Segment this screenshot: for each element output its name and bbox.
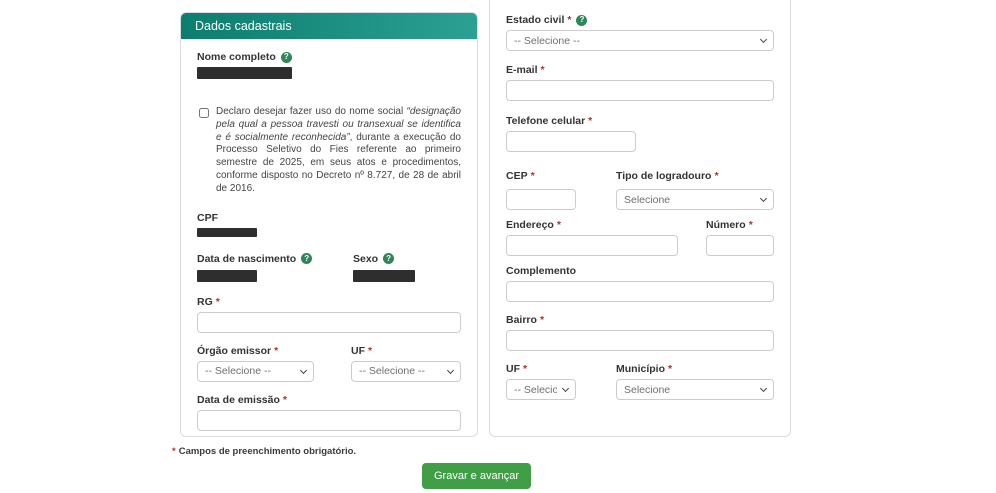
tipo-logradouro-select[interactable]	[616, 189, 774, 210]
sexo-redacted-value	[353, 270, 415, 282]
telefone-input[interactable]	[506, 131, 636, 152]
sexo-label: Sexo ?	[353, 253, 461, 265]
data-emissao-input[interactable]	[197, 410, 461, 431]
uf-endereco-select[interactable]	[506, 379, 576, 400]
data-nascimento-redacted-value	[197, 270, 257, 282]
cep-input[interactable]	[506, 189, 576, 210]
orgao-emissor-label: Órgão emissor *	[197, 344, 279, 357]
nome-social-checkbox[interactable]	[199, 108, 209, 118]
dados-cadastrais-card	[180, 12, 478, 437]
nome-social-declaration-text: Declaro desejar fazer uso do nome social “designação pela qual a pessoa travesti ou transexual se identifica e é socialmente reconhecida”, durante a execução do Processo Seletivo do Fies referente ao primeiro semestre de 2025, em seus atos e procedimentos, conforme disposto no Decreto nº 8.727, de 28 de abril de 2016.	[216, 106, 461, 194]
complemento-label: Complemento	[506, 265, 577, 277]
endereco-contato-card	[489, 0, 791, 437]
orgao-emissor-select[interactable]	[197, 361, 314, 382]
card-title: Dados cadastrais	[181, 13, 477, 39]
bairro-input[interactable]	[506, 330, 774, 351]
save-and-continue-button[interactable]: Gravar e avançar	[422, 463, 531, 489]
tipo-logradouro-label: Tipo de logradouro *	[616, 170, 719, 182]
required-fields-note: * Campos de preenchimento obrigatório.	[172, 446, 357, 457]
rg-label: RG *	[197, 295, 220, 308]
uf-emissor-label: UF *	[351, 344, 373, 357]
email-input[interactable]	[506, 80, 774, 101]
municipio-label: Município *	[616, 363, 673, 375]
estado-civil-select[interactable]	[506, 30, 774, 51]
municipio-select[interactable]	[616, 379, 774, 400]
help-icon[interactable]: ?	[576, 15, 587, 26]
nome-social-checkbox-row	[197, 106, 461, 196]
help-icon[interactable]: ?	[281, 52, 292, 63]
estado-civil-label: Estado civil * ?	[506, 14, 774, 26]
nome-completo-redacted-value	[197, 67, 292, 79]
bairro-label: Bairro *	[506, 314, 545, 326]
help-icon[interactable]: ?	[301, 253, 312, 264]
endereco-label: Endereço *	[506, 219, 561, 231]
cpf-label: CPF	[197, 211, 218, 224]
cpf-redacted-value	[197, 228, 257, 237]
numero-input[interactable]	[706, 235, 774, 256]
rg-input[interactable]	[197, 312, 461, 333]
data-emissao-label: Data de emissão *	[197, 393, 287, 406]
email-label: E-mail *	[506, 64, 545, 76]
cep-label: CEP *	[506, 170, 535, 182]
uf-emissor-select[interactable]	[351, 361, 461, 382]
data-nascimento-label: Data de nascimento ?	[197, 253, 353, 265]
numero-label: Número *	[706, 219, 753, 231]
telefone-label: Telefone celular *	[506, 115, 593, 127]
help-icon[interactable]: ?	[383, 253, 394, 264]
uf-endereco-label: UF *	[506, 363, 528, 375]
endereco-input[interactable]	[506, 235, 678, 256]
nome-completo-label: Nome completo ?	[197, 51, 461, 63]
complemento-input[interactable]	[506, 281, 774, 302]
